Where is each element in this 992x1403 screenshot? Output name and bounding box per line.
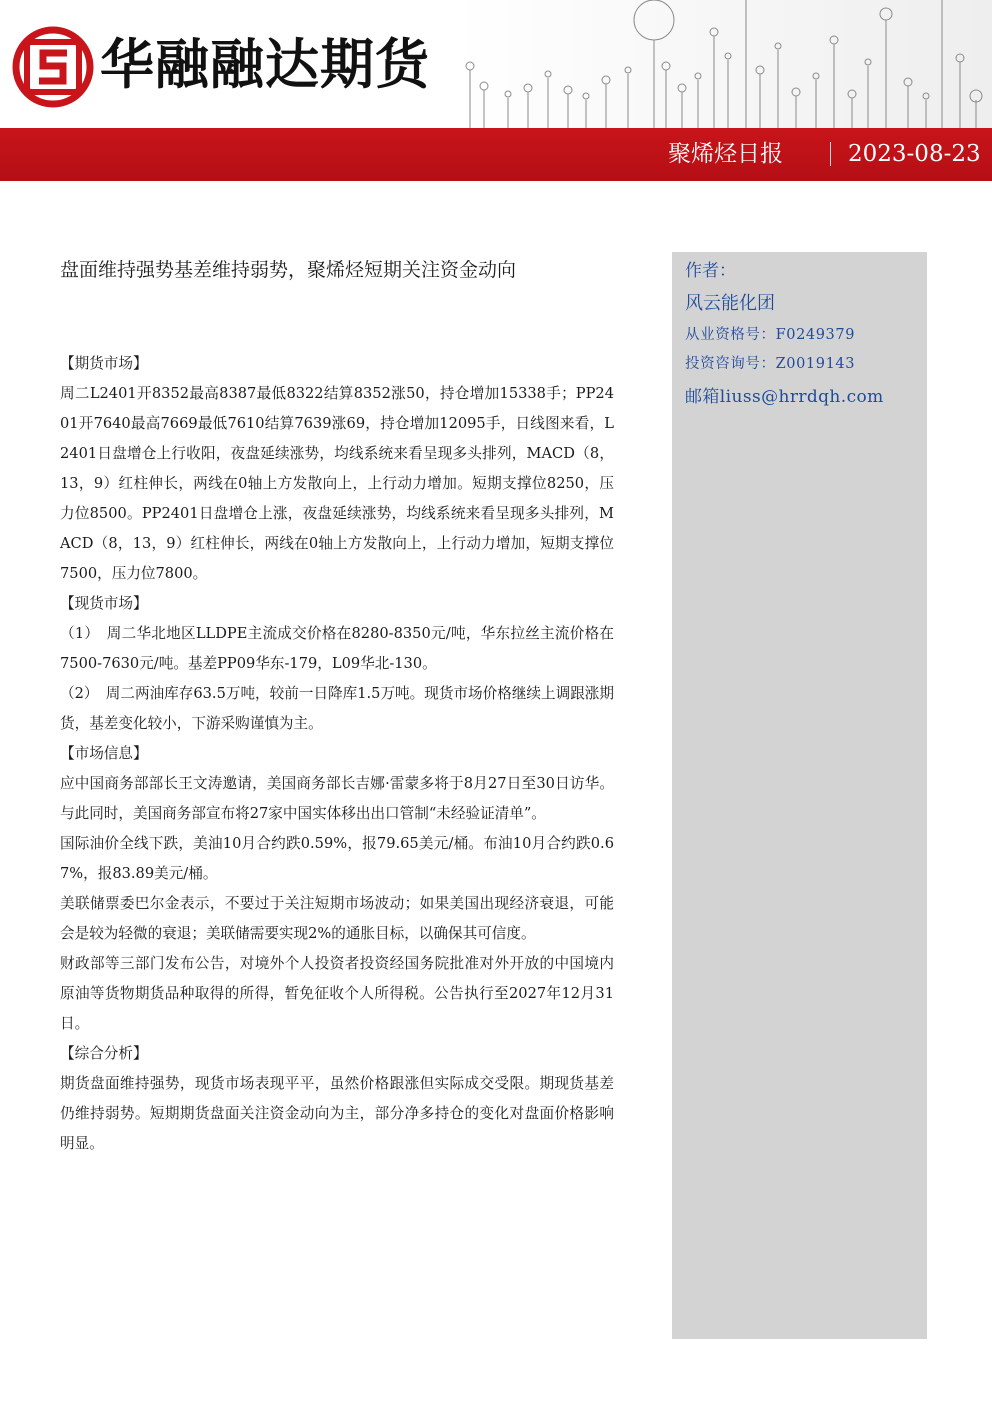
report-header xyxy=(0,0,992,182)
author-sidebar xyxy=(672,252,927,1339)
brand-name: 华融融达期货 xyxy=(100,33,430,96)
huarong-rongda-logo-icon xyxy=(12,26,94,108)
author-email: 邮箱liuss@hrrdqh.com xyxy=(685,387,884,407)
report-body xyxy=(60,349,614,1159)
author-name: 风云能化团 xyxy=(685,293,775,314)
investment-consulting-number: 投资咨询号：Z0019143 xyxy=(685,356,856,372)
section-heading-market-info: 【市场信息】 xyxy=(60,745,148,762)
market-info-paragraph-3: 美联储票委巴尔金表示，不要过于关注短期市场波动；如果美国出现经济衰退，可能会是较为轻微的衰退；美联储需要实现2%的通胀目标，以确保其可信度。 xyxy=(60,895,614,942)
report-banner xyxy=(0,128,992,181)
author-label: 作者： xyxy=(685,261,736,281)
section-heading-analysis: 【综合分析】 xyxy=(60,1045,148,1062)
market-info-paragraph-1: 应中国商务部部长王文涛邀请，美国商务部长吉娜·雷蒙多将于8月27日至30日访华。与此同时，美国商务部宣布将27家中国实体移出出口管制“未经验证清单”。 xyxy=(60,775,614,822)
report-type: 聚烯烃日报 xyxy=(668,141,783,167)
section-heading-spot: 【现货市场】 xyxy=(60,595,148,612)
market-info-paragraph-4: 财政部等三部门发布公告，对境外个人投资者投资经国务院批准对外开放的中国境内原油等货物期货品种取得的所得，暂免征收个人所得税。公告执行至2027年12月31日。 xyxy=(60,955,614,1032)
section-heading-futures: 【期货市场】 xyxy=(60,355,148,372)
market-info-paragraph-2: 国际油价全线下跌，美油10月合约跌0.59%，报79.65美元/桶。布油10月合约跌0.67%，报83.89美元/桶。 xyxy=(60,835,614,882)
decorative-lines-graphic xyxy=(456,0,992,128)
banner-divider xyxy=(830,142,831,166)
report-title: 盘面维持强势基差维持弱势，聚烯烃短期关注资金动向 xyxy=(60,259,517,281)
analysis-paragraph: 期货盘面维持强势，现货市场表现平平，虽然价格跟涨但实际成交受限。期现货基差仍维持弱势。短期期货盘面关注资金动向为主，部分净多持仓的变化对盘面价格影响明显。 xyxy=(60,1075,614,1152)
qualification-number: 从业资格号：F0249379 xyxy=(685,327,856,343)
futures-market-paragraph: 周二L2401开8352最高8387最低8322结算8352涨50，持仓增加15338手；PP2401开7640最高7669最低7610结算7639涨69，持仓增加12095手，日线图来看，L2401日盘增仓上行收阳，夜盘延续涨势，均线系统来看呈现多头排列，MACD（8，13，9）红柱伸长，两线在0轴上方发散向上，上行动力增加。短期支撑位8250，压力位8500。PP2401日盘增仓上涨，夜盘延续涨势，均线系统来看呈现多头排列，MACD（8，13，9）红柱伸长，两线在0轴上方发散向上，上行动力增加，短期支撑位7500，压力位7800。 xyxy=(60,385,614,582)
spot-market-item-1: （1） 周二华北地区LLDPE主流成交价格在8280-8350元/吨，华东拉丝主流价格在7500-7630元/吨。基差PP09华东-179，L09华北-130。 xyxy=(60,625,614,672)
spot-market-item-2: （2） 周二两油库存63.5万吨，较前一日降库1.5万吨。现货市场价格继续上调跟涨期货，基差变化较小，下游采购谨慎为主。 xyxy=(60,685,614,732)
report-date: 2023-08-23 xyxy=(848,141,981,167)
